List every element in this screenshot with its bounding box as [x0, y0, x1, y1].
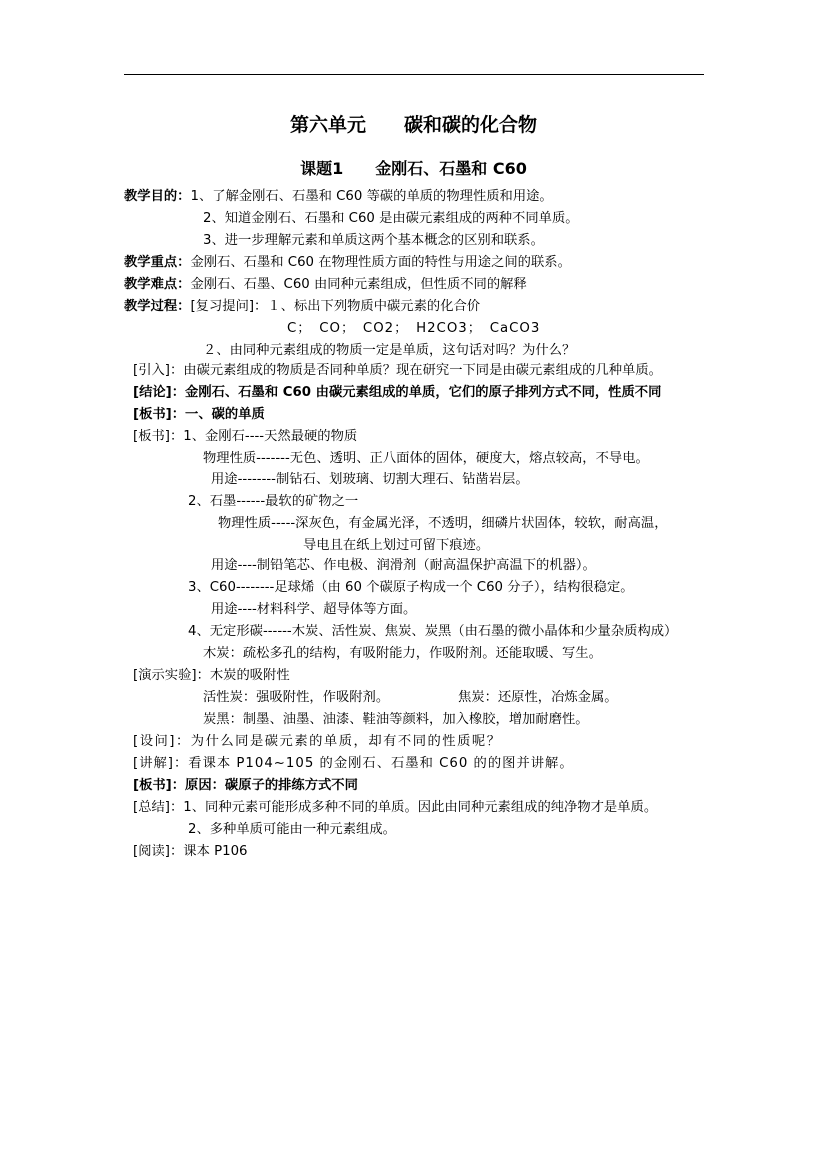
objective-2: 2、知道金刚石、石墨和 C60 是由碳元素组成的两种不同单质。	[203, 211, 579, 226]
board-line-8: 3、C60--------足球烯（由 60 个碳原子构成一个 C60 分子），结构很稳定。	[188, 580, 634, 595]
demo-carbon-black: 炭黑：制墨、油墨、油漆、鞋油等颜料，加入橡胶，增加耐磨性。	[203, 712, 589, 727]
process-label: 教学过程：	[124, 299, 191, 314]
board-line-6: 导电且在纸上划过可留下痕迹。	[303, 538, 490, 553]
demo-coke: 焦炭：还原性，冶炼金属。	[458, 690, 618, 705]
difficulty-label: 教学难点：	[124, 277, 191, 292]
reading: [阅读]：课本 P106	[133, 844, 248, 859]
page-title: 第六单元 碳和碳的化合物	[289, 114, 537, 136]
explain: [讲解]：看课本 P104~105 的金刚石、石墨和 C60 的的图并讲解。	[133, 756, 574, 771]
board-line-4: 2、石墨------最软的矿物之一	[188, 494, 359, 509]
header-rule	[124, 74, 704, 75]
key-point-label: 教学重点：	[124, 255, 191, 270]
review-question-2: ２、由同种元素组成的物质一定是单质，这句话对吗？为什么？	[203, 343, 576, 358]
conclusion: [结论]：金刚石、石墨和 C60 由碳元素组成的单质，它们的原子排列方式不同，性质不同	[133, 385, 662, 400]
key-point-text: 金刚石、石墨和 C60 在物理性质方面的特性与用途之间的联系。	[190, 255, 571, 270]
objectives-label: 教学目的：	[124, 189, 191, 204]
board-line-2: 物理性质-------无色、透明、正八面体的固体，硬度大，熔点较高，不导电。	[203, 451, 649, 466]
board-line-3: 用途--------制钻石、划玻璃、切割大理石、钻凿岩层。	[211, 472, 529, 487]
board-line-10: 4、无定形碳------木炭、活性炭、焦炭、炭黑（由石墨的微小晶体和少量杂质构成）	[188, 624, 678, 639]
demo-active-carbon: 活性炭：强吸附性，作吸附剂。	[203, 690, 390, 705]
board-heading: [板书]：一、碳的单质	[133, 407, 265, 422]
board-line-5: 物理性质-----深灰色，有金属光泽，不透明，细磷片状固体，较软，耐高温，	[218, 516, 668, 531]
summary-line-2: 2、多种单质可能由一种元素组成。	[188, 822, 396, 837]
board-line-9: 用途----材料科学、超导体等方面。	[211, 602, 417, 617]
process	[124, 298, 480, 316]
question: [设问]：为什么同是碳元素的单质，却有不同的性质呢？	[133, 734, 502, 749]
board-line-7: 用途----制铅笔芯、作电极、润滑剂（耐高温保护高温下的机器）。	[211, 558, 596, 573]
board-line-11: 木炭：疏松多孔的结构，有吸附能力，作吸附剂。还能取暖、写生。	[203, 646, 602, 661]
key-point	[124, 254, 571, 272]
intro: [引入]：由碳元素组成的物质是否同种单质？现在研究一下同是由碳元素组成的几种单质。	[133, 363, 662, 378]
board-line-1: [板书]：1、金刚石----天然最硬的物质	[133, 429, 358, 444]
formulas: C； CO； CO2； H2CO3； CaCO3	[287, 321, 541, 336]
summary-line-1: [总结]：1、同种元素可能形成多种不同的单质。因此由同种元素组成的纯净物才是单质。	[133, 800, 658, 815]
lesson-title: 课题1 金刚石、石墨和 C60	[300, 159, 527, 178]
objective-3: 3、进一步理解元素和单质这两个基本概念的区别和联系。	[203, 233, 544, 248]
objectives-line-1	[124, 188, 553, 206]
difficulty-text: 金刚石、石墨、C60 由同种元素组成，但性质不同的解释	[190, 277, 527, 292]
difficulty	[124, 276, 527, 294]
demo-title: [演示实验]：木炭的吸附性	[133, 668, 290, 683]
review-question: [复习提问]：１、标出下列物质中碳元素的化合价	[190, 299, 481, 314]
board-reason: [板书]：原因：碳原子的排练方式不同	[133, 778, 358, 793]
objective-1: 1、了解金刚石、石墨和 C60 等碳的单质的物理性质和用途。	[190, 189, 553, 204]
